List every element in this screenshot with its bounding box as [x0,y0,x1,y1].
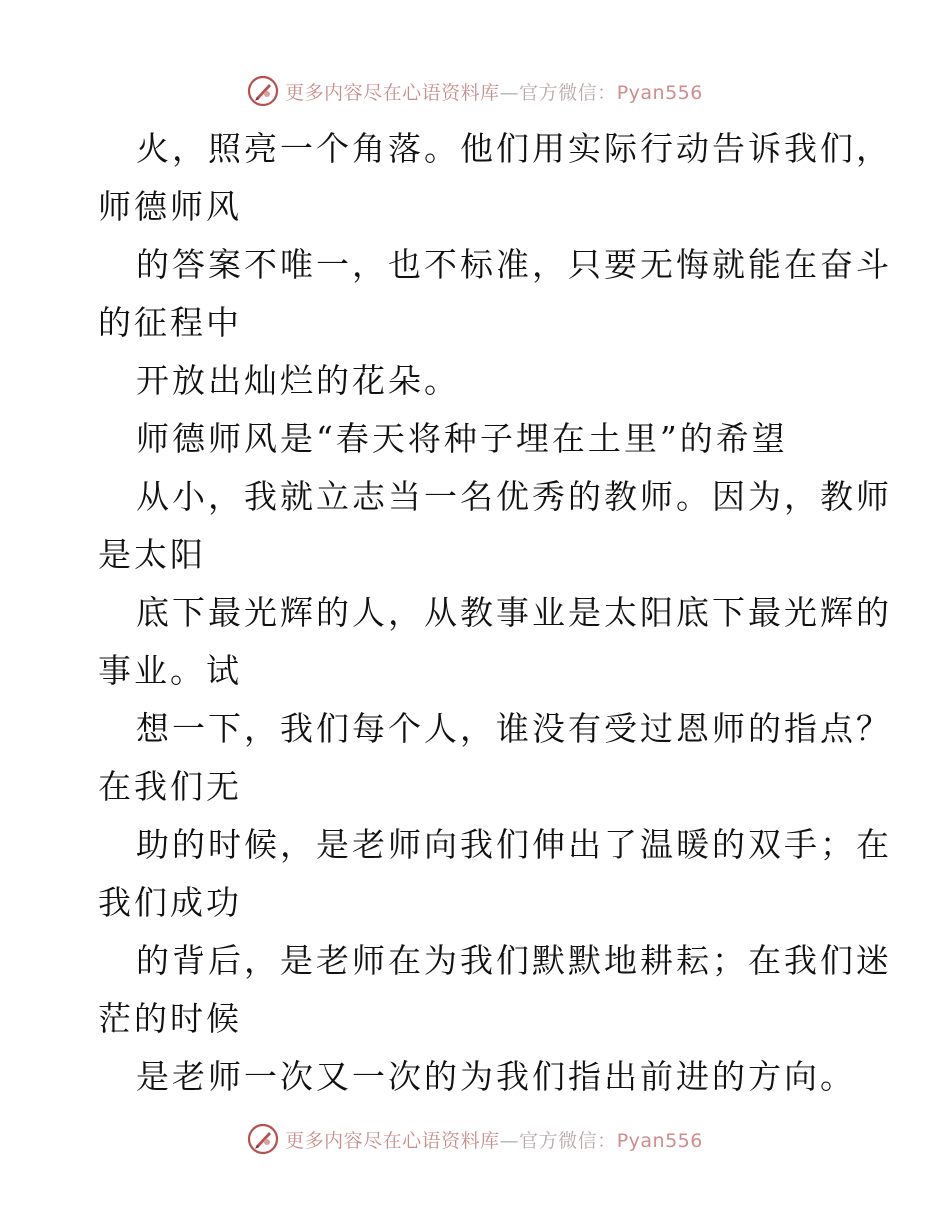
text-line: 助的时候，是老师向我们伸出了温暖的双手；在 [136,825,892,864]
footer-watermark [0,1119,950,1159]
text-line: 想一下，我们每个人，谁没有受过恩师的指点？ [136,709,892,748]
text-line: 火，照亮一个角落。他们用实际行动告诉我们， [136,129,892,168]
text-line: 的征程中 [98,303,242,342]
text-line: 开放出灿烂的花朵。 [136,361,460,400]
header-watermark [0,71,950,111]
watermark-site: 更多内容尽在心语资料库 [285,81,500,104]
document-body [98,120,892,1106]
text-line: 事业。试 [98,651,242,690]
watermark-label: 官方微信： [519,1129,617,1152]
quill-logo-icon [247,75,279,107]
watermark-dash: — [499,1129,520,1152]
quill-logo-icon [247,1123,279,1155]
watermark-text [285,1126,703,1153]
watermark-id: Pyan556 [616,81,703,104]
text-line: 师德师风是“春天将种子埋在土里”的希望 [136,419,788,458]
watermark-dash: — [499,81,520,104]
text-line: 从小，我就立志当一名优秀的教师。因为，教师 [136,477,892,516]
watermark-id: Pyan556 [616,1129,703,1152]
text-line: 底下最光辉的人，从教事业是太阳底下最光辉的 [136,593,892,632]
text-line: 在我们无 [98,767,242,806]
watermark-site: 更多内容尽在心语资料库 [285,1129,500,1152]
text-line: 师德师风 [98,187,242,226]
text-line: 我们成功 [98,883,242,922]
text-line: 的答案不唯一，也不标准，只要无悔就能在奋斗 [136,245,892,284]
text-line: 是太阳 [98,535,206,574]
text-line: 的背后，是老师在为我们默默地耕耘；在我们迷 [136,941,892,980]
text-line: 是老师一次又一次的为我们指出前进的方向。 [136,1057,856,1096]
text-line: 茫的时候 [98,999,242,1038]
watermark-text [285,78,703,105]
watermark-label: 官方微信： [519,81,617,104]
